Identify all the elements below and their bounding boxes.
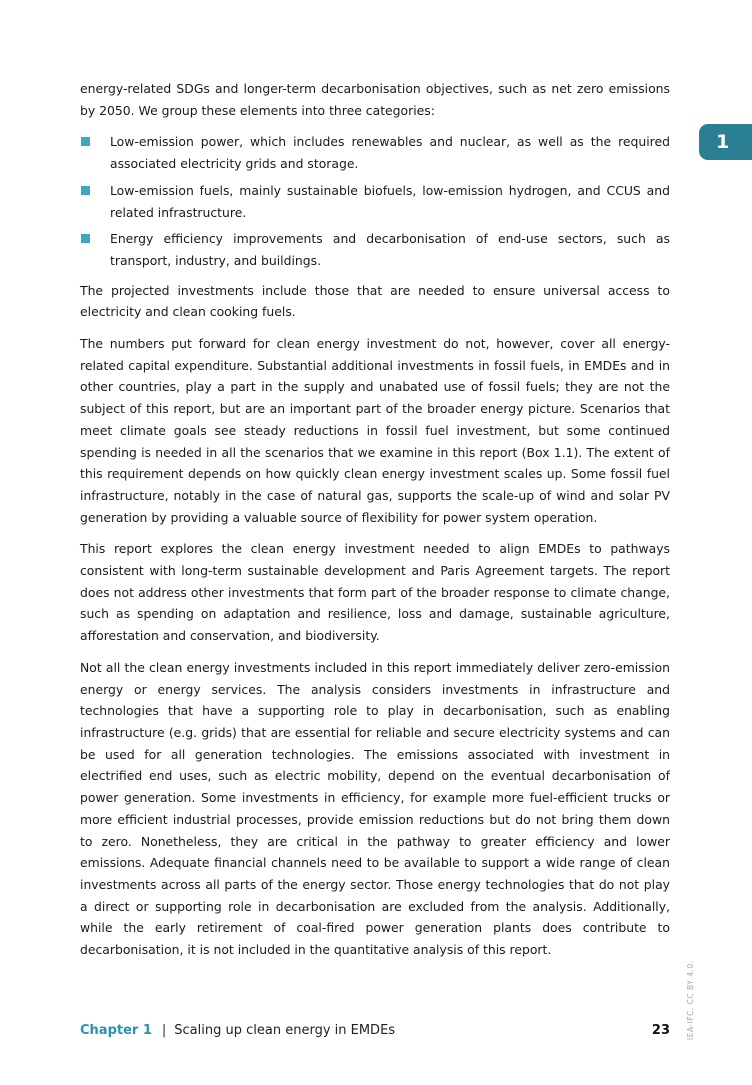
chapter-tab-number: 1	[716, 131, 730, 153]
page-number: 23	[651, 1023, 670, 1038]
paragraph-fossil-fuels: The numbers put forward for clean energy investment do not, however, cover all energy-related capital expenditure. Substantial additional investments in fossil fuels, in EMDEs and in other countries, play a part in the supply and unabated use of fossil fuels; they are not the subject of this report, but are an important part of the broader energy picture. Scenarios that meet climate goals see steady reductions in fossil fuel investment, but some continued spending is needed in all the scenarios that we examine in this report (Box 1.1). The extent of this requirement depends on how quickly clean energy investment scales up. Some fossil fuel infrastructure, notably in the case of natural gas, supports the scale-up of wind and solar PV generation by providing a valuable source of flexibility for power system operation.	[80, 336, 670, 525]
category-list	[80, 131, 670, 271]
list-item-text: Energy efficiency improvements and decarbonisation of end-use sectors, such as transport, industry, and buildings.	[110, 231, 670, 268]
footer-chapter-label: Chapter 1	[80, 1023, 152, 1038]
list-item	[80, 180, 670, 223]
page-footer	[80, 1021, 670, 1041]
list-item	[80, 131, 670, 174]
footer-chapter-title: Scaling up clean energy in EMDEs	[174, 1023, 396, 1038]
square-bullet-icon	[81, 186, 90, 195]
body-text	[80, 78, 670, 971]
paragraph-access: The projected investments include those that are needed to ensure universal access to electricity and clean cooking fuels.	[80, 282, 670, 320]
paragraph-zero-emission: Not all the clean energy investments included in this report immediately deliver zero-emission energy or energy services. The analysis considers investments in infrastructure and technologies that have a supporting role to play in decarbonisation, such as enabling infrastructure (e.g. grids) that are essential for reliable and secure electricity systems and can be used for all generation technologies. The emissions associated with investment in electrified end uses, such as electric mobility, depend on the eventual decarbonisation of power generation. Some investments in efficiency, for example more fuel-efficient trucks or more efficient industrial processes, provide emission reductions but do not bring them down to zero. Nonetheless, they are critical in the pathway to greater efficiency and lower emissions. Adequate financial channels need to be available to support a wide range of clean investments across all parts of the energy sector. Those energy technologies that do not play a direct or supporting role in decarbonisation are excluded from the analysis. Additionally, while the early retirement of coal-fired power generation plants does contribute to decarbonisation, it is not included in the quantitative analysis of this report.	[80, 659, 670, 958]
footer-separator: |	[161, 1023, 167, 1038]
square-bullet-icon	[81, 137, 90, 146]
license-note: IEA-IFC. CC BY 4.0.	[686, 960, 695, 1040]
list-item-text: Low-emission fuels, mainly sustainable biofuels, low-emission hydrogen, and CCUS and related infrastructure.	[110, 182, 670, 220]
chapter-tab	[699, 124, 752, 160]
square-bullet-icon	[81, 234, 90, 243]
paragraph-scope: This report explores the clean energy investment needed to align EMDEs to pathways consistent with long-term sustainable development and Paris Agreement targets. The report does not address other investments that form part of the broader response to climate change, such as spending on adaptation and resilience, loss and damage, sustainable agriculture, afforestation and conservation, and biodiversity.	[80, 541, 670, 644]
list-item	[80, 228, 670, 271]
list-item-text: Low-emission power, which includes renewables and nuclear, as well as the required associated electricity grids and storage.	[110, 134, 670, 172]
intro-paragraph: energy-related SDGs and longer-term decarbonisation objectives, such as net zero emissions by 2050. We group these elements into three categories:	[80, 81, 670, 118]
